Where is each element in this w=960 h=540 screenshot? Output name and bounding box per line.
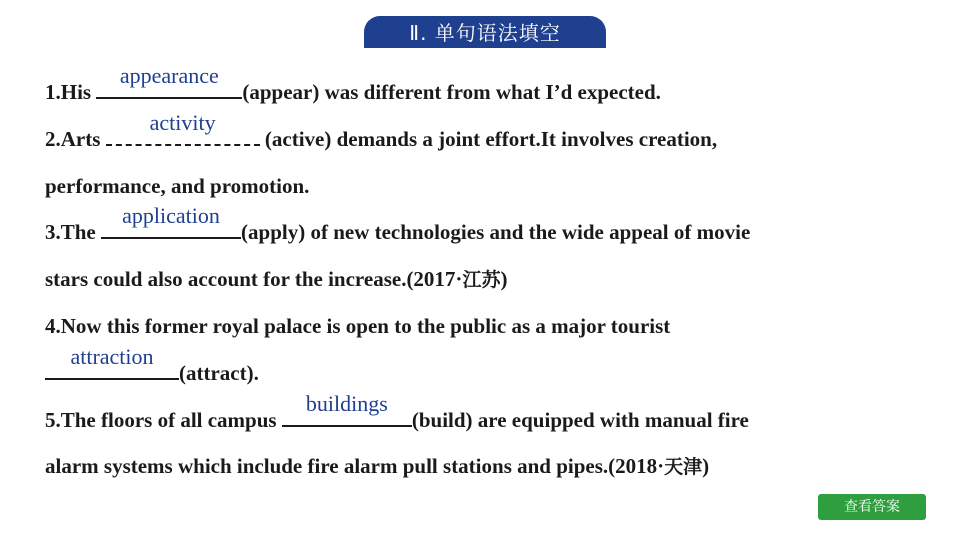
- question-2-answer: activity: [149, 110, 216, 135]
- question-4-answer: attraction: [70, 344, 154, 369]
- question-4-text: (attract).: [179, 361, 259, 385]
- question-3-continued-text: stars could also account for the increase.(2017·: [45, 267, 463, 291]
- question-3-source: 江苏: [462, 269, 501, 291]
- question-5-blank[interactable]: [282, 391, 412, 427]
- question-5-source: 天津: [664, 456, 703, 478]
- question-4-blank[interactable]: [45, 344, 179, 380]
- question-3-number: 3.The: [45, 220, 102, 244]
- question-1-number: 1.His: [45, 80, 97, 104]
- question-2-blank[interactable]: [106, 110, 260, 146]
- question-5-text: (build) are equipped with manual fire: [411, 408, 749, 432]
- question-3-continued-end: ): [500, 267, 508, 291]
- question-4-continued: [45, 344, 259, 386]
- question-3-blank[interactable]: [101, 203, 241, 239]
- section-title: Ⅱ. 单句语法填空: [364, 16, 606, 48]
- question-2-continued: performance, and promotion.: [45, 174, 310, 198]
- question-3: [45, 203, 751, 245]
- question-3-continued: [45, 266, 507, 293]
- question-5-continued: [45, 453, 709, 480]
- question-5-continued-text: alarm systems which include fire alarm pull stations and pipes.(2018·: [45, 454, 665, 478]
- question-5: [45, 391, 749, 433]
- question-2: [45, 110, 718, 152]
- question-1: [45, 63, 661, 105]
- question-1-blank[interactable]: [96, 63, 242, 99]
- question-1-answer: appearance: [119, 63, 219, 88]
- question-1-text: (appear) was different from what I’d expected.: [242, 80, 661, 104]
- question-4: 4.Now this former royal palace is open to the public as a major tourist: [45, 314, 671, 338]
- question-2-number: 2.Arts: [45, 127, 106, 151]
- question-2-text: (active) demands a joint effort.It involves creation,: [259, 127, 718, 151]
- question-5-number: 5.The floors of all campus: [45, 408, 282, 432]
- question-3-text: (apply) of new technologies and the wide appeal of movie: [241, 220, 751, 244]
- question-3-answer: application: [122, 203, 220, 228]
- question-5-continued-end: ): [702, 454, 710, 478]
- question-5-answer: buildings: [305, 391, 388, 416]
- view-answers-button[interactable]: 查看答案: [818, 494, 926, 520]
